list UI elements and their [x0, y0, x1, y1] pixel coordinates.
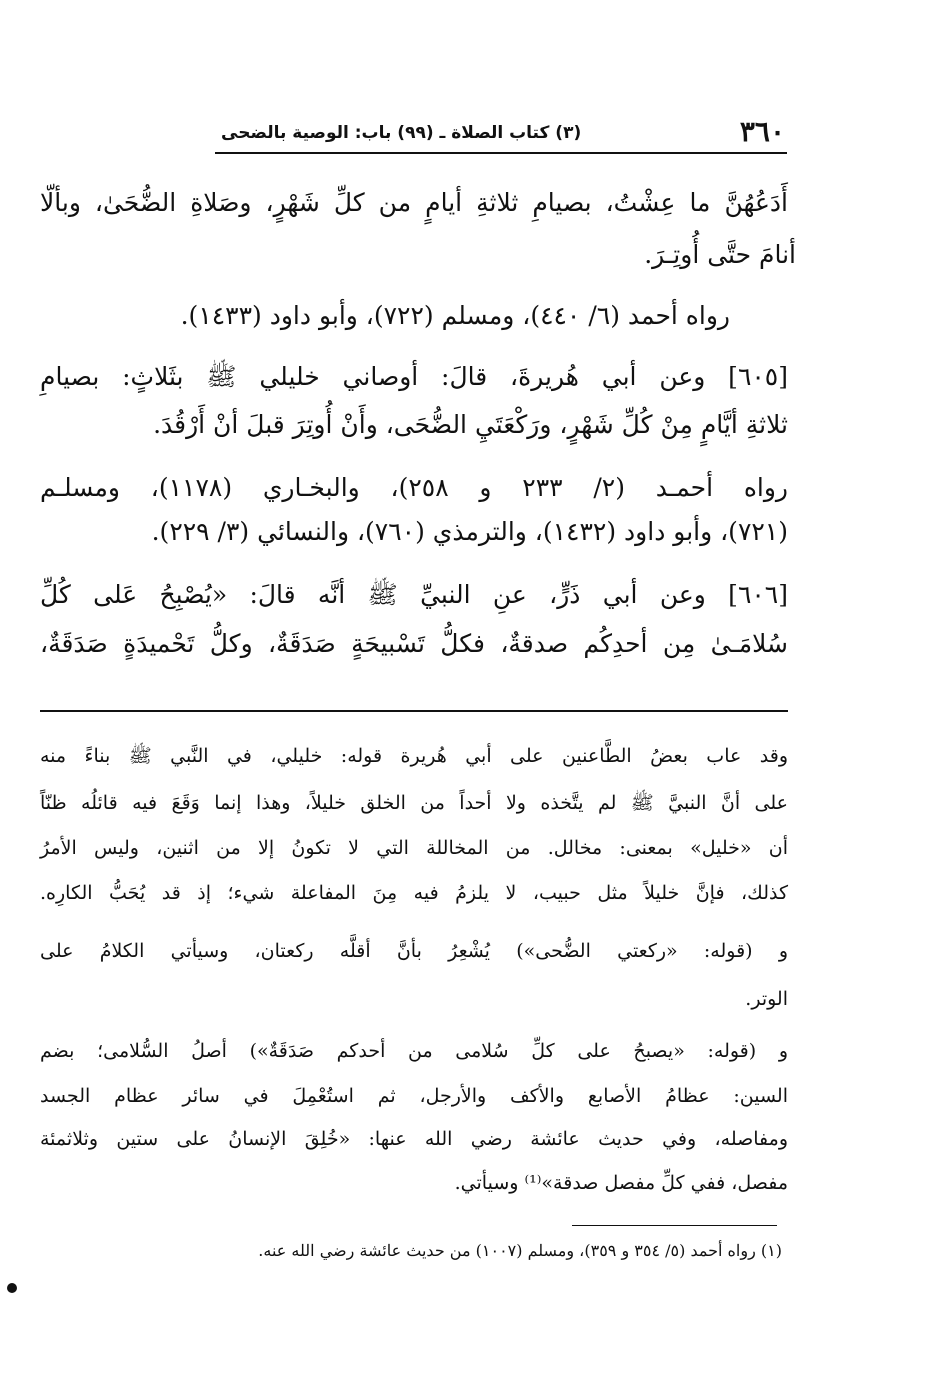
page-number: ٣٦٠: [739, 115, 785, 148]
commentary-line: ومفاصله، وفي حديث عائشة رضي الله عنها: «خُلِقَ الإنسانُ على ستين وثلاثمئة: [40, 1128, 788, 1150]
commentary-line: مفصل، ففي كلِّ مفصل صدقة»⁽¹⁾ وسيأتي.: [454, 1172, 788, 1194]
commentary-line: و (قوله: «ركعتي الضُّحى») يُشْعِرُ بأنَّ أقلَّه ركعتان، وسيأتي الكلامُ على: [40, 940, 788, 962]
commentary-line: كذلك، فإنَّ خليلاً مثل حبيب، لا يلزمُ فيه مِنَ المفاعلة شيء؛ إذ قد يُحَبُّ الكارِه.: [40, 882, 788, 904]
commentary-line: وقد عاب بعضُ الطَّاعنين على أبي هُريرة قوله: خليلي، في النَّبي ﷺ بناءً منه: [40, 745, 788, 767]
commentary-line: أن «خليل» بمعنى: مخالل. من المخاللة التي لا تكونُ إلا من اثنين، وليس الأمرُ: [40, 837, 788, 859]
hadith-605-line: ثلاثةِ أيَّامٍ مِنْ كُلِّ شَهْرٍ، ورَكْعَتَيِ الضُّحَى، وأَنْ أُوتِرَ قبلَ أنْ أَرْقُدَ.: [153, 410, 788, 439]
commentary-line: و (قوله: «يصبحُ على كلِّ سُلامى من أحدكم صَدَقَةٌ») أصلُ السُّلامى؛ بضم: [40, 1040, 788, 1062]
text-commentary-separator: [40, 710, 788, 712]
footnote-rule: [572, 1225, 777, 1226]
footnote: (١) رواه أحمد (٥/ ٣٥٤ و ٣٥٩)، ومسلم (١٠٠٧) من حديث عائشة رضي الله عنه.: [258, 1241, 782, 1260]
running-title: (٣) كتاب الصلاة ـ (٩٩) باب: الوصية بالضحى: [221, 123, 582, 143]
citation-line: (٧٢١)، وأبو داود (١٤٣٢)، والترمذي (٧٦٠)، والنسائي (٣/ ٢٢٩).: [151, 517, 788, 546]
hadith-605-line: [٦٠٥] وعن أبي هُريرةَ، قالَ: أوصاني خليلي ﷺ بثَلاثٍ: بصيامِ: [40, 362, 788, 391]
page-header: [215, 116, 785, 150]
header-rule: [215, 152, 787, 154]
commentary-line: الوتر.: [745, 988, 788, 1010]
margin-mark: [7, 1283, 17, 1293]
citation-line: رواه أحمد (٦/ ٤٤٠)، ومسلم (٧٢٢)، وأبو داود (١٤٣٣).: [180, 301, 730, 330]
main-line: أَدَعُهُنَّ ما عِشْتُ، بصيامِ ثلاثةِ أيامٍ من كلِّ شَهْرٍ، وصَلاةِ الضُّحَىٰ، وبألّا: [40, 188, 788, 217]
hadith-606-line: [٦٠٦] وعن أبي ذَرٍّ، عنِ النبيِّ ﷺ أنَّه قالَ: «يُصْبِحُ عَلى كُلِّ: [40, 580, 788, 609]
main-line: أنامَ حتَّى أُوتِـرَ.: [644, 240, 796, 269]
commentary-line: على أنَّ النبيَّ ﷺ لم يتَّخذه ولا أحداً من الخلق خليلاً، وهذا إنما وَقَعَ فيه قائلُه ظنّاً: [40, 792, 788, 814]
hadith-606-line: سُلامَـىٰ مِن أحدِكُم صدقةٌ، فكلُّ تَسْبيحَةٍ صَدَقَةٌ، وكلُّ تَحْميدَةٍ صَدَقَةٌ،: [40, 629, 788, 658]
commentary-line: السين: عظامُ الأصابع والأكف والأرجل، ثم استُعْمِلَ في سائر عظام الجسد: [40, 1085, 788, 1107]
citation-line: رواه أحمـد (٢/ ٢٣٣ و ٢٥٨)، والبخـاري (١١٧٨)، ومسلـم: [40, 473, 789, 502]
